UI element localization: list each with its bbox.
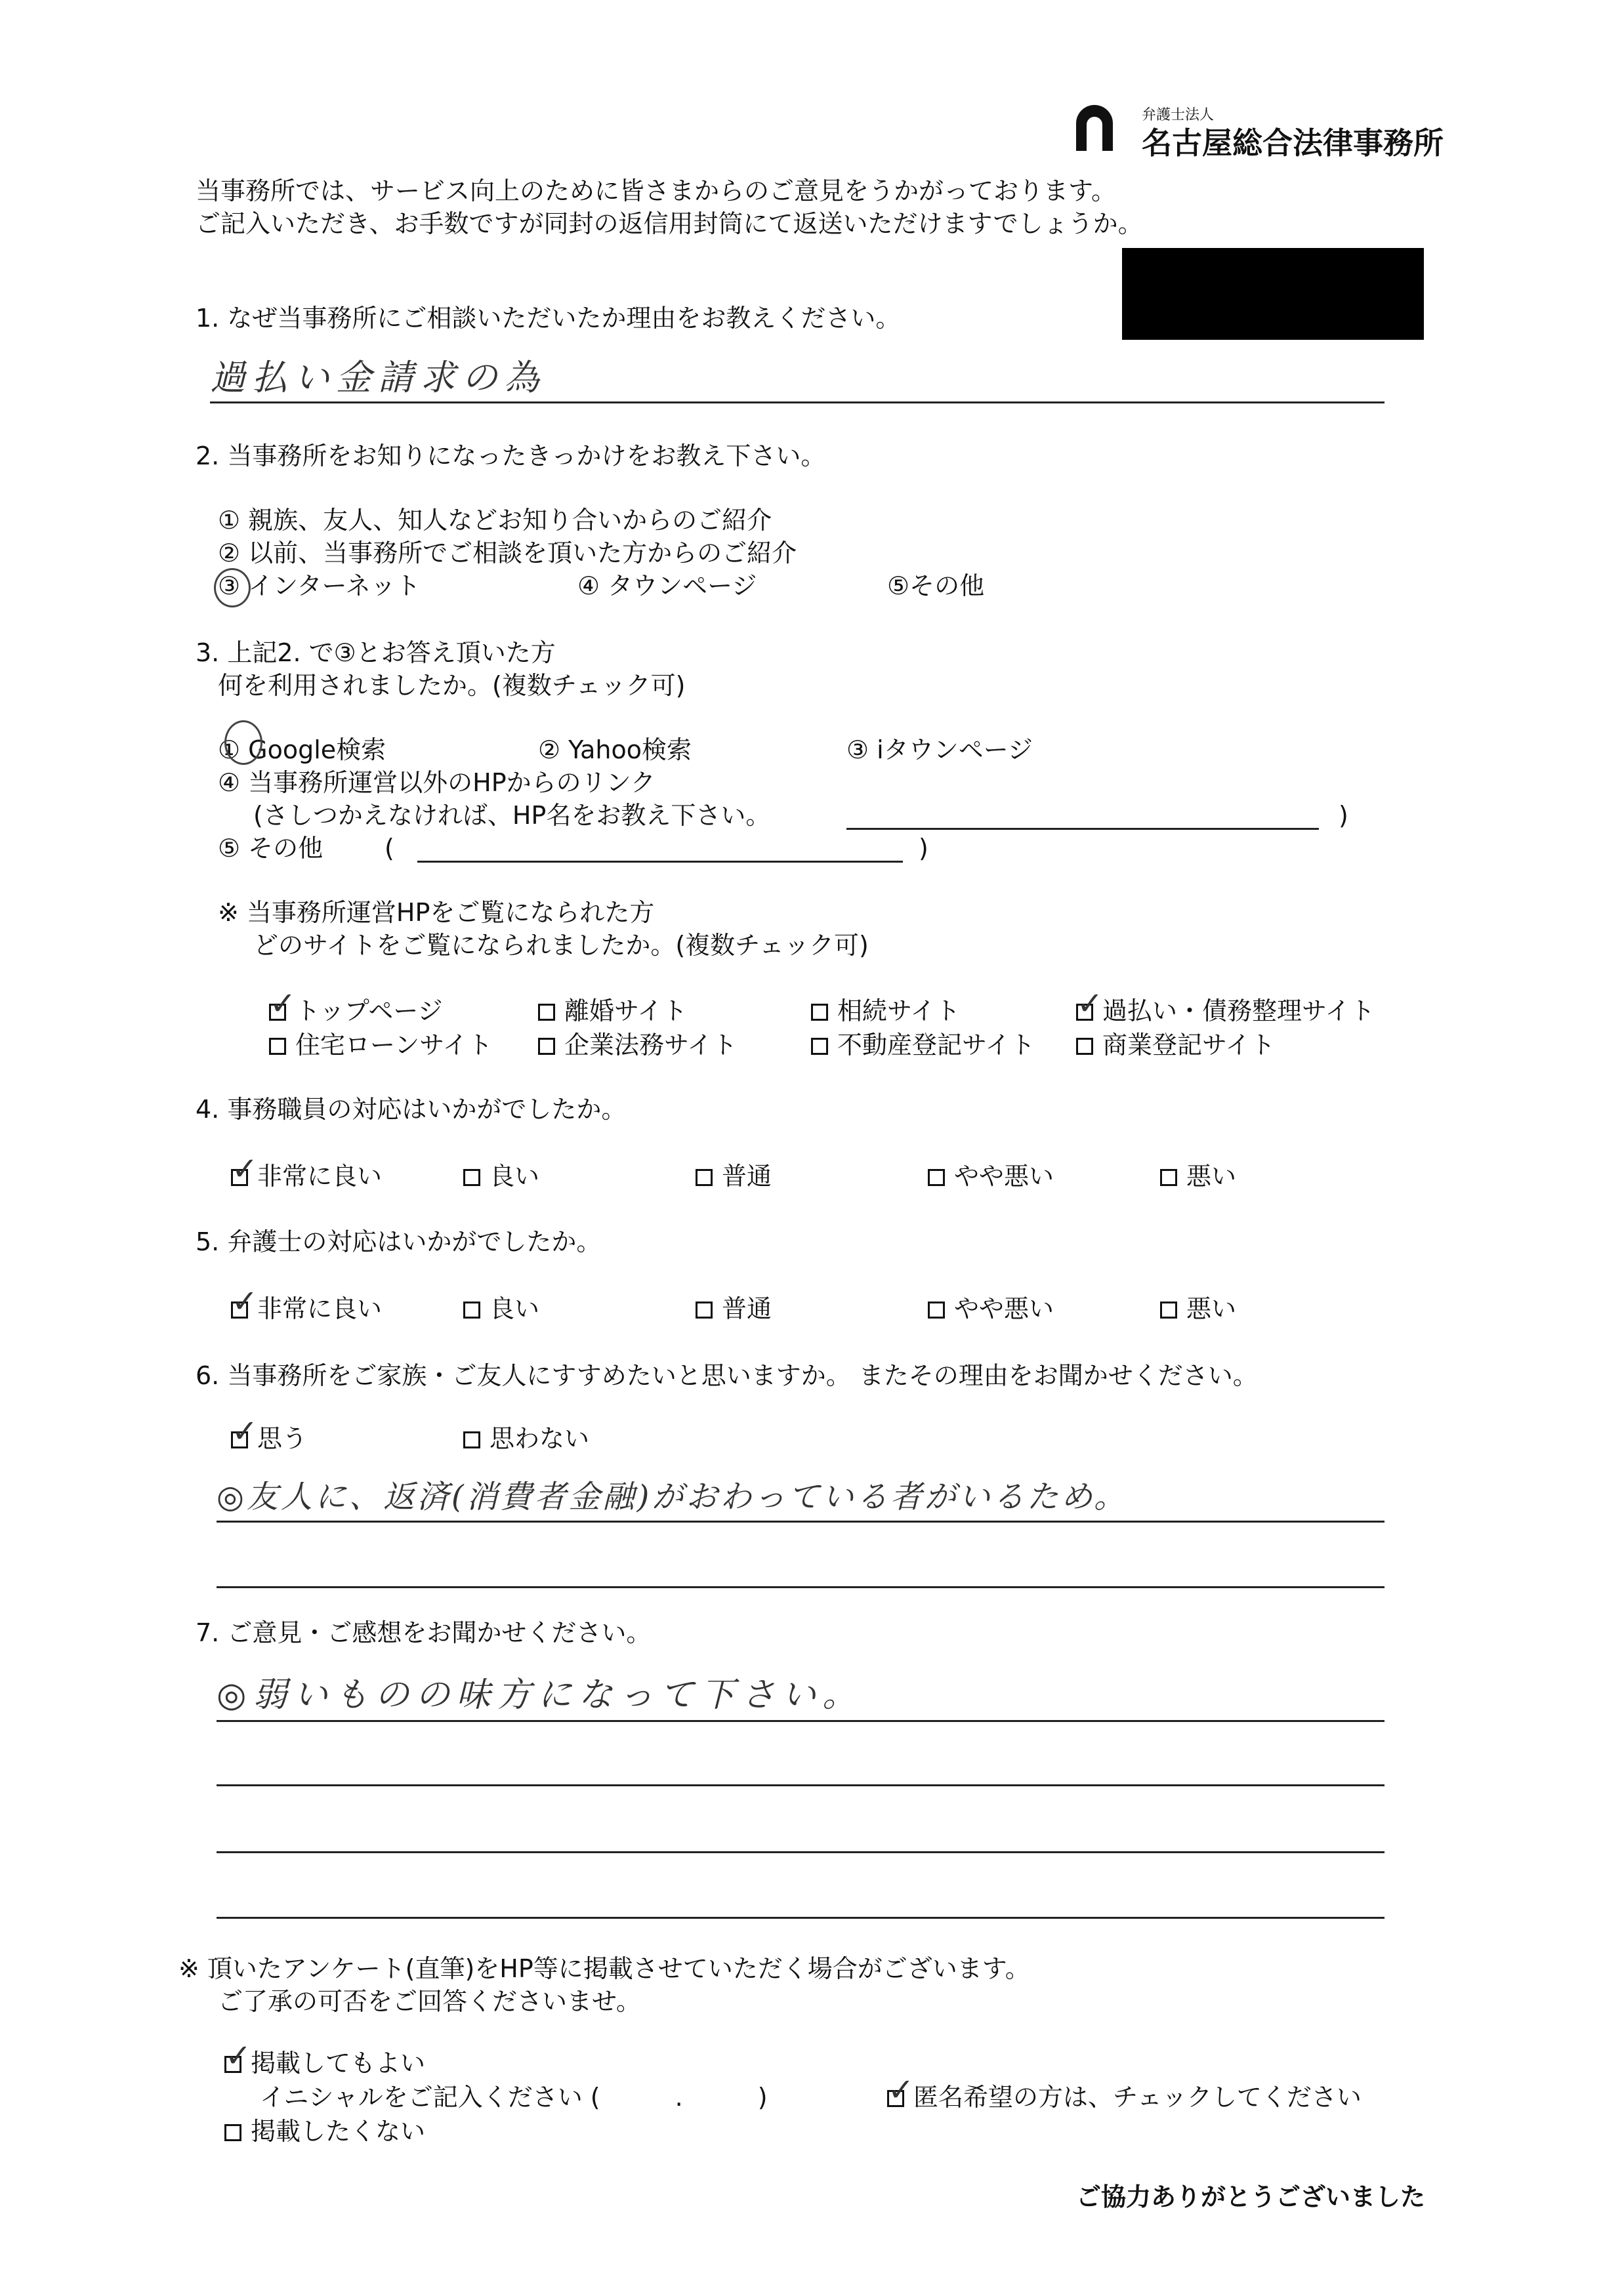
q1-label: 1. なぜ当事務所にご相談いただいたか理由をお教えください。: [196, 304, 901, 333]
hp-site-divorce[interactable]: [538, 996, 687, 1026]
consent-initial-field[interactable]: イニシャルをご記入ください ( . ): [260, 2083, 768, 2112]
q3-label-2: 何を利用されましたか。(複数チェック可): [218, 671, 686, 700]
checkbox[interactable]: [696, 1302, 713, 1319]
checkbox[interactable]: [1076, 1038, 1093, 1055]
q3-option-1[interactable]: ① Google検索: [218, 735, 386, 764]
consent-anonymous[interactable]: [887, 2072, 1362, 2112]
q6-answer[interactable]: ◎友人に、返済(消費者金融)がおわっている者がいるため。: [217, 1479, 1128, 1515]
q2-option-5[interactable]: ⑤その他: [887, 571, 985, 600]
hp-site-commercial[interactable]: [1076, 1030, 1275, 1060]
q3-option-3[interactable]: ③ iタウンページ: [846, 735, 1033, 764]
q2-option-4[interactable]: ④ タウンページ: [577, 571, 757, 600]
hp-site-overpayment[interactable]: [1076, 985, 1375, 1026]
q4-option-label: 非常に良い: [257, 1162, 383, 1191]
checkbox[interactable]: [696, 1169, 713, 1186]
closing-message: ご協力ありがとうございました: [1076, 2183, 1426, 2211]
checkbox-checked[interactable]: [231, 1413, 259, 1450]
q4-option-very-good[interactable]: [231, 1151, 383, 1191]
q4-option-label: 悪い: [1186, 1162, 1237, 1191]
checkbox-checked[interactable]: [269, 985, 297, 1022]
checkbox[interactable]: [928, 1169, 945, 1186]
checkbox[interactable]: [1160, 1169, 1177, 1186]
q7-answer-line-4: [217, 1917, 1385, 1919]
q4-option-somewhat-bad[interactable]: [928, 1161, 1054, 1191]
hp-site-real-estate[interactable]: [811, 1030, 1035, 1060]
q6-answer-line-2: [217, 1586, 1385, 1588]
q3-option-2[interactable]: ② Yahoo検索: [538, 735, 692, 764]
checkbox[interactable]: [928, 1302, 945, 1319]
checkbox[interactable]: [1160, 1302, 1177, 1319]
checkbox-checked[interactable]: [231, 1283, 259, 1320]
checkbox[interactable]: [224, 2124, 241, 2141]
q6-answer-line-1: [217, 1521, 1385, 1523]
q7-label: 7. ご意見・ご感想をお聞かせください。: [196, 1618, 652, 1647]
firm-name: 名古屋総合法律事務所: [1142, 125, 1444, 161]
q2-option-3[interactable]: ③ インターネット: [218, 571, 421, 600]
q3-option-4-note: (さしつかえなければ、HP名をお教え下さい。: [253, 801, 771, 830]
q6-option-no[interactable]: [463, 1424, 589, 1454]
q4-option-bad[interactable]: [1160, 1161, 1236, 1191]
q7-answer-line-1: [217, 1720, 1385, 1722]
check-mark-icon: ✓: [225, 2038, 252, 2074]
hp-label-1: ※ 当事務所運営HPをご覧になられた方: [218, 898, 655, 927]
q3-paren-open: (: [385, 834, 394, 863]
q5-option-label: 良い: [489, 1294, 540, 1323]
checkbox-checked[interactable]: [1076, 985, 1104, 1022]
consent-note-1: ※ 頂いたアンケート(直筆)をHP等に掲載させていただく場合がございます。: [178, 1954, 1030, 1983]
q3-option-1-mark: [224, 720, 262, 765]
q7-answer-line-3: [217, 1851, 1385, 1853]
q2-option-1[interactable]: ① 親族、友人、知人などお知り合いからのご紹介: [218, 506, 772, 535]
check-mark-icon: ✓: [232, 1283, 259, 1320]
hp-site-label: 商業登記サイト: [1102, 1031, 1276, 1059]
q6-option-label: 思う: [257, 1424, 308, 1453]
q3-label-1: 3. 上記2. で③とお答え頂いた方: [196, 638, 556, 667]
hp-site-label: 離婚サイト: [564, 996, 688, 1025]
hp-site-label: 住宅ローンサイト: [295, 1031, 493, 1059]
firm-logo: [1076, 105, 1113, 151]
hp-site-label: トップページ: [295, 996, 443, 1025]
q4-option-good[interactable]: [463, 1161, 539, 1191]
q2-option-2[interactable]: ② 以前、当事務所でご相談を頂いた方からのご紹介: [218, 539, 797, 567]
q5-option-very-good[interactable]: [231, 1283, 383, 1324]
hp-label-2: どのサイトをご覧になられましたか。(複数チェック可): [253, 931, 869, 960]
q5-option-label: 悪い: [1186, 1294, 1237, 1323]
hp-site-label: 過払い・債務整理サイト: [1102, 996, 1375, 1025]
consent-option-label: 掲載したくない: [251, 2117, 426, 2146]
q7-answer[interactable]: ◎弱いものの味方になって下さい。: [217, 1675, 864, 1715]
q5-option-label: 普通: [722, 1294, 772, 1323]
checkbox[interactable]: [463, 1431, 480, 1448]
q7-answer-line-2: [217, 1784, 1385, 1786]
q4-option-label: 普通: [722, 1162, 772, 1191]
q6-label: 6. 当事務所をご家族・ご友人にすすめたいと思いますか。 またその理由をお聞かせください。: [196, 1361, 1258, 1390]
firm-subtitle: 弁護士法人: [1142, 107, 1215, 123]
q1-answer-line: [210, 401, 1385, 403]
checkbox-checked[interactable]: [224, 2038, 252, 2074]
q5-option-good[interactable]: [463, 1294, 539, 1324]
hp-site-label: 不動産登記サイト: [837, 1031, 1035, 1059]
q3-other-field[interactable]: [417, 861, 903, 863]
q5-option-label: やや悪い: [954, 1294, 1054, 1323]
q3-paren-close-2: ): [919, 834, 928, 863]
check-mark-icon: ✓: [232, 1413, 259, 1450]
checkbox[interactable]: [269, 1038, 286, 1055]
q6-option-yes[interactable]: [231, 1413, 308, 1454]
q3-option-4[interactable]: ④ 当事務所運営以外のHPからのリンク: [218, 768, 656, 797]
hp-site-label: 企業法務サイト: [564, 1031, 738, 1059]
q5-label: 5. 弁護士の対応はいかがでしたか。: [196, 1227, 602, 1256]
q4-option-average[interactable]: [696, 1161, 772, 1191]
hp-site-housing-loan[interactable]: [269, 1030, 493, 1060]
intro-line-1: 当事務所では、サービス向上のために皆さまからのご意見をうかがっております。: [196, 176, 1116, 205]
q3-option-5[interactable]: ⑤ その他: [218, 834, 323, 863]
check-mark-icon: ✓: [232, 1151, 259, 1187]
checkbox-checked[interactable]: [231, 1151, 259, 1187]
redaction-block: [1122, 248, 1424, 340]
q5-option-somewhat-bad[interactable]: [928, 1294, 1054, 1324]
check-mark-icon: ✓: [1077, 985, 1104, 1022]
q2-option-3-mark: [214, 568, 251, 607]
checkbox[interactable]: [463, 1302, 480, 1319]
q5-option-bad[interactable]: [1160, 1294, 1236, 1324]
checkbox[interactable]: [538, 1004, 555, 1021]
logo-mark-inner: [1087, 117, 1102, 151]
checkbox-checked[interactable]: [887, 2072, 915, 2108]
hp-site-inheritance[interactable]: [811, 996, 960, 1026]
q4-option-label: 良い: [489, 1162, 540, 1191]
checkbox[interactable]: [811, 1004, 828, 1021]
intro-line-2: ご記入いただき、お手数ですが同封の返信用封筒にて返送いただけますでしょうか。: [196, 209, 1143, 238]
consent-option-ok[interactable]: [224, 2038, 426, 2078]
consent-anonymous-label: 匿名希望の方は、チェックしてください: [913, 2083, 1362, 2112]
consent-option-label: 掲載してもよい: [251, 2049, 426, 2078]
consent-note-2: ご了承の可否をご回答くださいませ。: [218, 1987, 641, 2016]
q4-label: 4. 事務職員の対応はいかがでしたか。: [196, 1095, 627, 1124]
hp-site-label: 相続サイト: [837, 996, 961, 1025]
checkbox[interactable]: [463, 1169, 480, 1186]
consent-option-ng[interactable]: [224, 2116, 425, 2146]
hp-site-top[interactable]: [269, 985, 443, 1026]
check-mark-icon: ✓: [270, 985, 297, 1022]
q5-option-label: 非常に良い: [257, 1294, 383, 1323]
check-mark-icon: ✓: [888, 2072, 915, 2108]
hp-site-corporate[interactable]: [538, 1030, 737, 1060]
q3-hp-name-field[interactable]: [846, 828, 1319, 830]
q2-label: 2. 当事務所をお知りになったきっかけをお教え下さい。: [196, 441, 826, 470]
q3-paren-close-1: ): [1339, 801, 1348, 830]
q1-answer[interactable]: 過払い金請求の為: [210, 357, 546, 398]
q5-option-average[interactable]: [696, 1294, 772, 1324]
checkbox[interactable]: [811, 1038, 828, 1055]
checkbox[interactable]: [538, 1038, 555, 1055]
q4-option-label: やや悪い: [954, 1162, 1054, 1191]
q6-option-label: 思わない: [489, 1424, 590, 1453]
